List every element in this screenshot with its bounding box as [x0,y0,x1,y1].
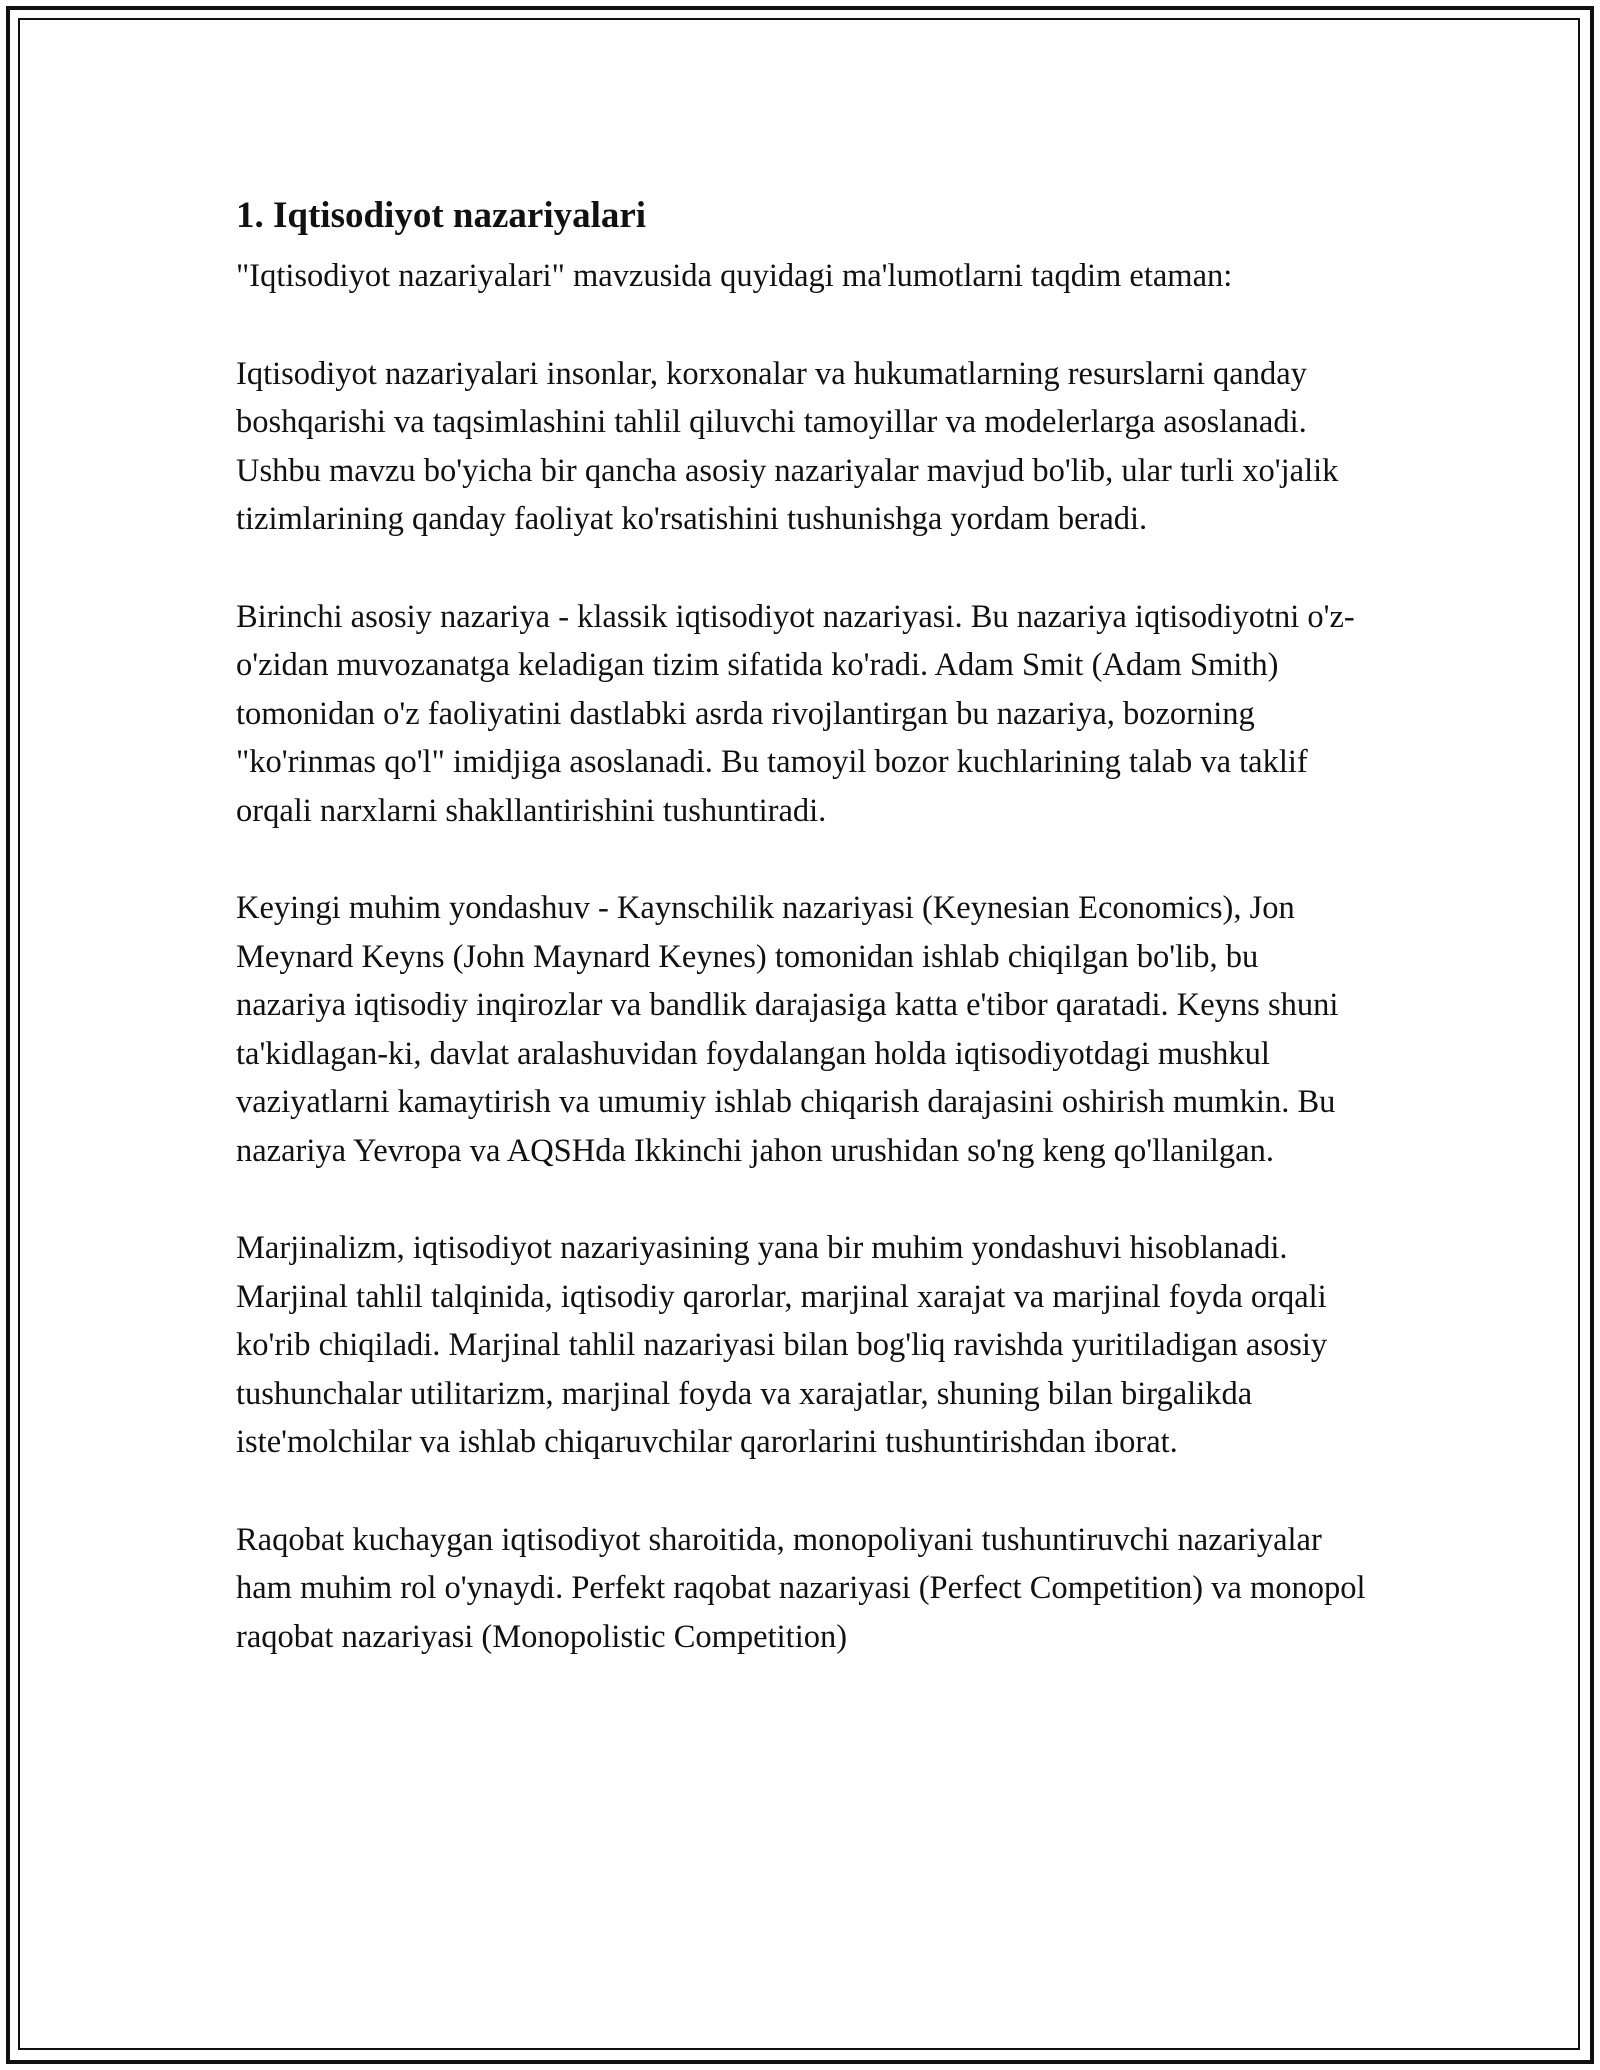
paragraph-marginalism: Marjinalizm, iqtisodiyot nazariyasining yana bir muhim yondashuvi hisoblanadi. Marjinal tahlil talqinida, iqtisodiy qarorlar, marjinal xarajat va marjinal foyda orqali ko'rib chiqiladi. Marjinal tahlil nazariyasi bilan bog'liq ravishda yuritiladigan asosiy tushunchalar utilitarizm, marjinal foyda va xarajatlar, shuning bilan birgalikda iste'molchilar va ishlab chiqaruvchilar qarorlarini tushuntirishdan iborat. [236,1230,1328,1460]
paragraph-classical-theory: Birinchi asosiy nazariya - klassik iqtisodiyot nazariyasi. Bu nazariya iqtisodiyotni o'z-o'zidan muvozanatga keladigan tizim sifatida ko'radi. Adam Smit (Adam Smith) tomonidan o'z faoliyatini dastlabki asrda rivojlantirgan bu nazariya, bozorning "ko'rinmas qo'l" imidjiga asoslanadi. Bu tamoyil bozor kuchlarining talab va taklif orqali narxlarni shakllantirishini tushuntiradi. [236,598,1355,829]
paragraph-overview: Iqtisodiyot nazariyalari insonlar, korxonalar va hukumatlarning resurslarni qanday boshqarishi va taqsimlashini tahlil qiluvchi tamoyillar va modelerlarga asoslanadi. Ushbu mavzu bo'yicha bir qancha asosiy nazariyalar mavjud bo'lib, ular turli xo'jalik tizimlarining qanday faoliyat ko'rsatishini tushunishga yordam beradi. [236,355,1339,537]
paragraph-keynesian-theory: Keyingi muhim yondashuv - Kaynschilik nazariyasi (Keynesian Economics), Jon Meynard Keyns (John Maynard Keynes) tomonidan ishlab chiqilgan bo'lib, bu nazariya iqtisodiy inqirozlar va bandlik darajasiga katta e'tibor qaratadi. Keyns shuni ta'kidlagan-ki, davlat aralashuvidan foydalangan holda iqtisodiyotdagi mushkul vaziyatlarni kamaytirish va umumiy ishlab chiqarish darajasini oshirish mumkin. Bu nazariya Yevropa va AQSHda Ikkinchi jahon urushidan so'ng keng qo'llanilgan. [236,890,1339,1169]
document-title: 1. Iqtisodiyot nazariyalari [236,195,647,236]
document-body [236,188,1371,1661]
intro-paragraph: "Iqtisodiyot nazariyalari" mavzusida quyidagi ma'lumotlarni taqdim etaman: [236,258,1233,294]
paragraph-competition-theory: Raqobat kuchaygan iqtisodiyot sharoitida, monopoliyani tushuntiruvchi nazariyalar ham muhim rol o'ynaydi. Perfekt raqobat nazariyasi (Perfect Competition) va monopol raqobat nazariyasi (Monopolistic Competition) [236,1521,1366,1655]
